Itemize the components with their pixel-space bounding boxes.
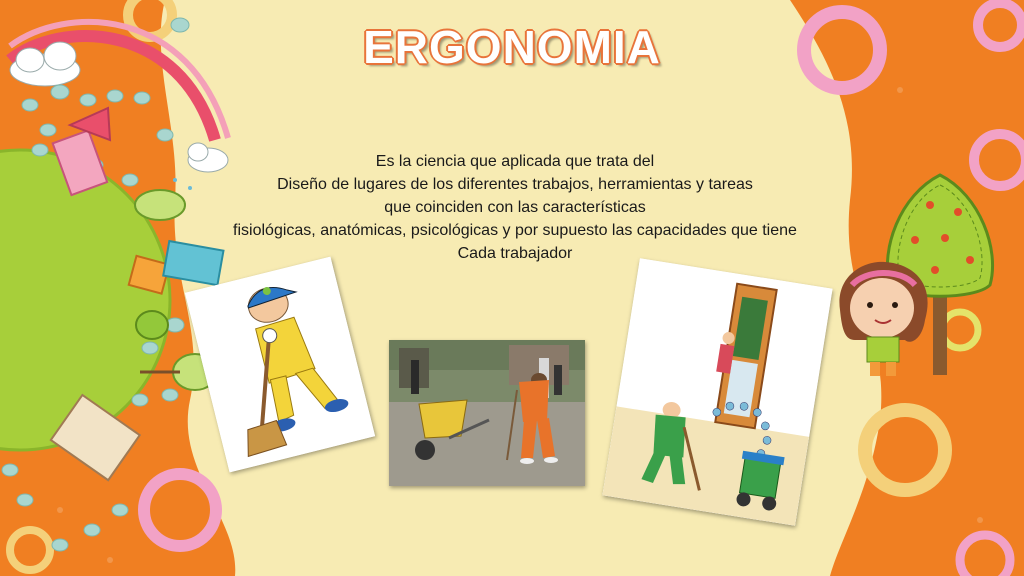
cleaning-crew-cartoon-image (602, 258, 832, 526)
cleaning-crew-cartoon-icon (602, 258, 832, 526)
street-worker-photo (389, 340, 585, 486)
definition-line: fisiológicas, anatómicas, psicológicas y por supuesto las capacidades que tiene (233, 222, 797, 239)
slide-title: ERGONOMIA (363, 21, 661, 73)
definition-line: Cada trabajador (457, 245, 573, 262)
definition-text (180, 150, 850, 265)
definition-line: que coinciden con las características (384, 199, 646, 216)
definition-line: Es la ciencia que aplicada que trata del (375, 153, 655, 170)
definition-line: Diseño de lugares de los diferentes trabajos, herramientas y tareas (277, 176, 753, 193)
worker-with-wheelbarrow-icon (389, 340, 585, 486)
